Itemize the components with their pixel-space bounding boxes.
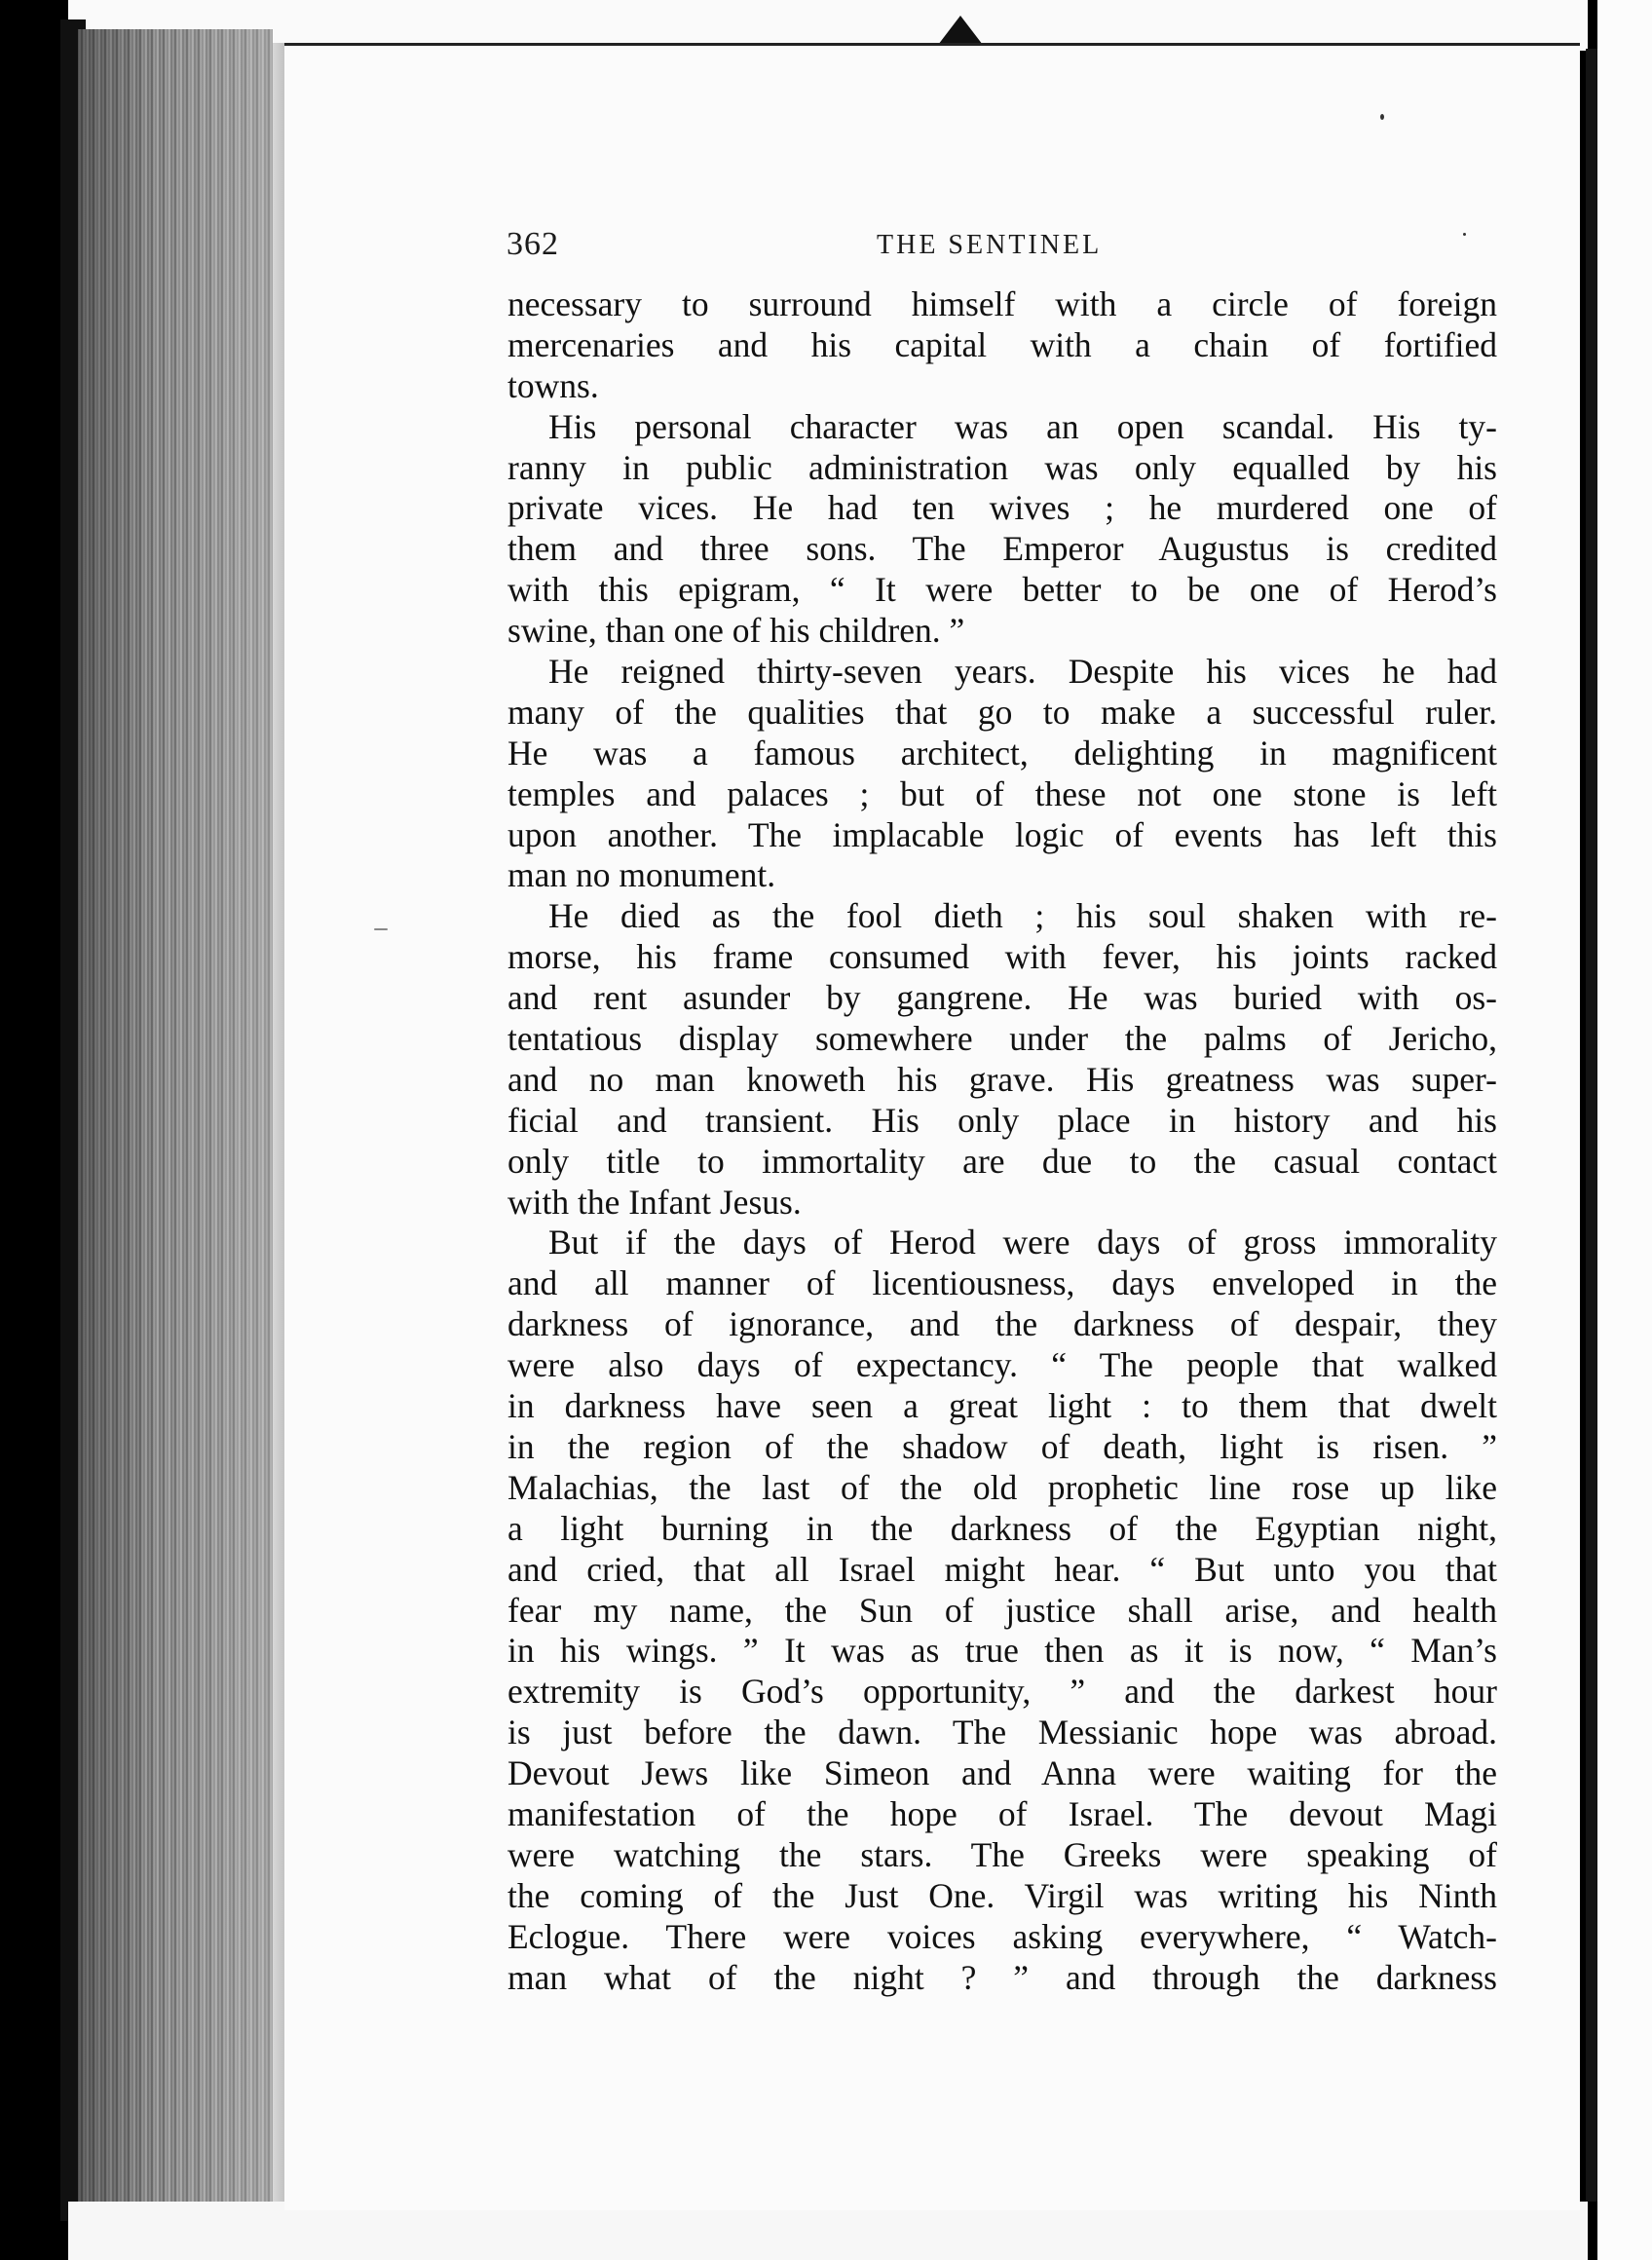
page-number: 362 [507,226,559,262]
text-line: swine, than one of his children. ” [507,611,965,651]
running-title: THE SENTINEL [877,230,1103,260]
text-line: with this epigram, “ It were better to be one of Herod’s [507,570,1497,610]
text-line: Devout Jews like Simeon and Anna were waiting for the [507,1753,1497,1793]
text-line: and all manner of licentiousness, days enveloped in the [507,1263,1497,1303]
text-line: mercenaries and his capital with a chain of fortified [507,324,1497,364]
gutter-shadow [1586,49,1597,2202]
text-line: manifestation of the hope of Israel. The devout Magi [507,1793,1497,1833]
next-page-edge [1597,0,1652,2260]
text-line: morse, his frame consumed with fever, his joints racked [507,937,1497,977]
text-line: and rent asunder by gangrene. He was buried with os- [507,978,1497,1018]
text-line: in the region of the shadow of death, light is risen. ” [507,1426,1497,1466]
text-line: tentatious display somewhere under the palms of Jericho, [507,1019,1497,1059]
text-line: were also days of expectancy. “ The people that walked [507,1345,1497,1385]
text-line: with the Infant Jesus. [507,1182,802,1222]
text-line: ficial and transient. His only place in history and his [507,1100,1497,1140]
text-line: the coming of the Just One. Virgil was writing his Ninth [507,1875,1497,1915]
text-line: Malachias, the last of the old prophetic line rose up like [507,1467,1497,1507]
text-line: towns. [507,365,599,405]
page-edges-stack [78,29,273,2211]
text-line: and cried, that all Israel might hear. “ But unto you that [507,1549,1497,1589]
text-line: them and three sons. The Emperor Augustus is credited [507,529,1497,569]
text-line: and no man knoweth his grave. His greatness was super- [507,1059,1497,1099]
text-line: temples and palaces ; but of these not one stone is left [507,773,1497,813]
running-head [507,226,1500,265]
paper-speck [1380,114,1384,120]
text-line: ranny in public administration was only equalled by his [507,447,1497,487]
text-line: darkness of ignorance, and the darkness of despair, they [507,1304,1497,1344]
text-line: He was a famous architect, delighting in magnificent [507,733,1497,772]
text-line: necessary to surround himself with a circle of foreign [507,284,1497,323]
text-line: But if the days of Herod were days of gross immorality [548,1223,1497,1262]
text-line: in darkness have seen a great light : to them that dwelt [507,1386,1497,1426]
text-line: extremity is God’s opportunity, ” and the darkest hour [507,1672,1497,1712]
text-line: upon another. The implacable logic of events has left this [507,814,1497,854]
text-line: many of the qualities that go to make a successful ruler. [507,692,1497,732]
text-line: His personal character was an open scandal. His ty- [548,406,1497,446]
text-line: were watching the stars. The Greeks were speaking of [507,1834,1497,1874]
text-line: He died as the fool dieth ; his soul shaken with re- [548,896,1497,936]
text-line: fear my name, the Sun of justice shall arise, and health [507,1590,1497,1630]
text-line: Eclogue. There were voices asking everywhere, “ Watch- [507,1916,1497,1956]
text-line: He reigned thirty-seven years. Despite his vices he had [548,652,1497,692]
text-line: is just before the dawn. The Messianic hope was abroad. [507,1713,1497,1752]
text-line: in his wings. ” It was as true then as it is now, “ Man’s [507,1631,1497,1671]
page-edge-strip [273,43,284,2205]
text-line: private vices. He had ten wives ; he murdered one of [507,488,1497,528]
bottom-margin [68,2202,1588,2260]
text-line: man what of the night ? ” and through the darkness [507,1957,1497,1997]
text-line: man no monument. [507,855,776,895]
body-text [507,284,1497,1998]
paper-speck [374,928,388,930]
text-line: a light burning in the darkness of the Egyptian night, [507,1508,1497,1548]
text-line: only title to immortality are due to the casual contact [507,1141,1497,1181]
